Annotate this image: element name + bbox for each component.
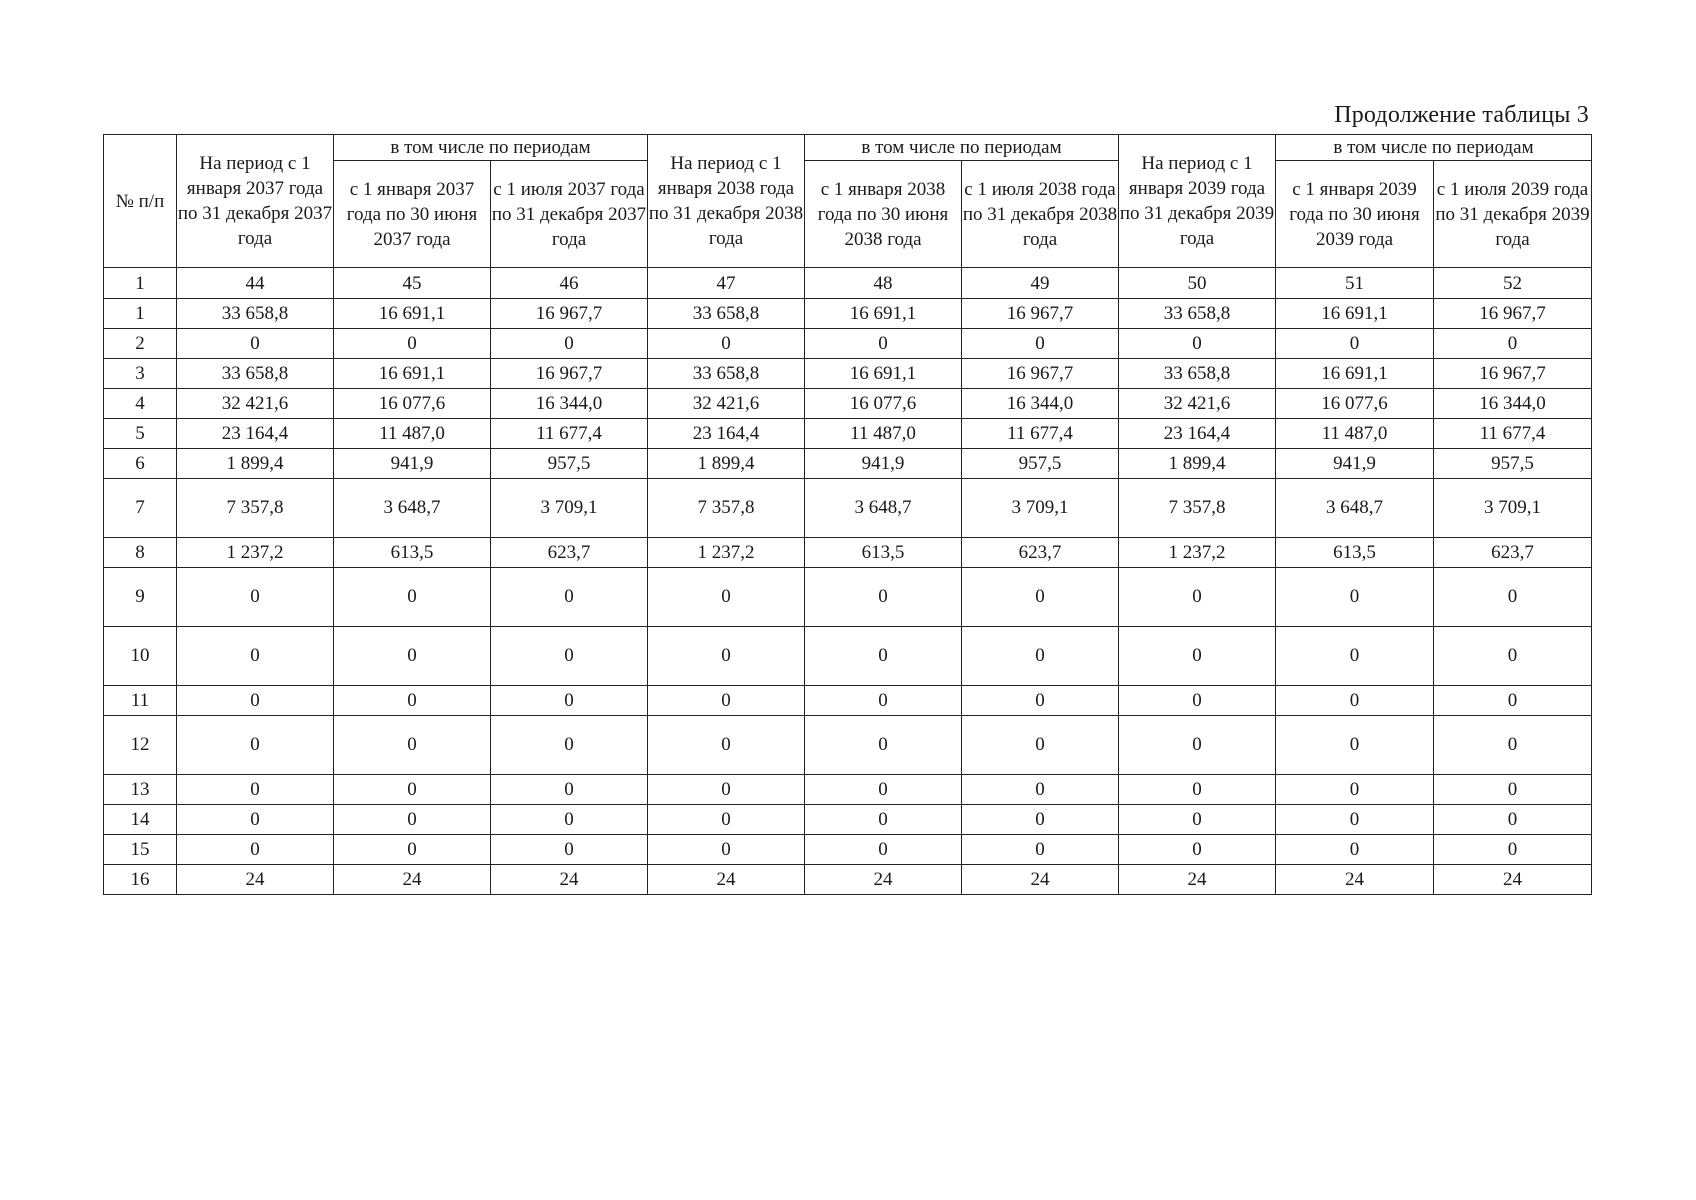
table-cell: 0 [962, 627, 1119, 686]
header-subgroup-2037: в том числе по периодам [334, 135, 648, 161]
table-row [104, 449, 1592, 479]
table-cell: 24 [1119, 865, 1276, 895]
table-cell: 0 [177, 716, 334, 775]
row-number: 14 [104, 805, 177, 835]
table-cell: 0 [805, 775, 962, 805]
table-cell: 1 899,4 [648, 449, 805, 479]
table-cell: 1 237,2 [1119, 538, 1276, 568]
table-cell: 0 [491, 686, 648, 716]
table-cell: 3 709,1 [1434, 479, 1592, 538]
table-cell: 1 899,4 [177, 449, 334, 479]
table-cell: 16 077,6 [805, 389, 962, 419]
table-cell: 3 648,7 [334, 479, 491, 538]
table-cell: 3 648,7 [1276, 479, 1434, 538]
table-cell: 0 [1434, 775, 1592, 805]
table-cell: 0 [1276, 716, 1434, 775]
table-cell: 11 487,0 [805, 419, 962, 449]
table-cell: 24 [177, 865, 334, 895]
header-half1-2039: с 1 января 2039 года по 30 июня 2039 года [1276, 161, 1434, 268]
header-half2-2037: с 1 июля 2037 года по 31 декабря 2037 года [491, 161, 648, 268]
table-cell: 3 709,1 [491, 479, 648, 538]
table-cell: 11 677,4 [491, 419, 648, 449]
table-cell: 0 [1119, 716, 1276, 775]
table-cell: 0 [177, 686, 334, 716]
table-cell: 23 164,4 [648, 419, 805, 449]
table-cell: 0 [648, 627, 805, 686]
column-number: 1 [104, 268, 177, 299]
table-cell: 33 658,8 [1119, 299, 1276, 329]
table-cell: 24 [1276, 865, 1434, 895]
header-subgroup-2039: в том числе по периодам [1276, 135, 1592, 161]
table-cell: 0 [177, 627, 334, 686]
table-cell: 7 357,8 [1119, 479, 1276, 538]
table-row [104, 686, 1592, 716]
table-cell: 0 [334, 775, 491, 805]
table-cell: 23 164,4 [1119, 419, 1276, 449]
table-cell: 0 [491, 329, 648, 359]
column-number: 49 [962, 268, 1119, 299]
table-cell: 11 677,4 [962, 419, 1119, 449]
table-cell: 33 658,8 [648, 299, 805, 329]
table-cell: 1 899,4 [1119, 449, 1276, 479]
row-number: 15 [104, 835, 177, 865]
table-cell: 24 [334, 865, 491, 895]
table-cell: 0 [962, 835, 1119, 865]
table-cell: 941,9 [334, 449, 491, 479]
table-cell: 0 [805, 329, 962, 359]
table-cell: 16 691,1 [334, 359, 491, 389]
header-half1-2038: с 1 января 2038 года по 30 июня 2038 года [805, 161, 962, 268]
header-half2-2038: с 1 июля 2038 года по 31 декабря 2038 года [962, 161, 1119, 268]
table-cell: 0 [491, 627, 648, 686]
table-cell: 0 [1119, 686, 1276, 716]
table-cell: 613,5 [334, 538, 491, 568]
table-cell: 16 691,1 [805, 359, 962, 389]
column-number: 48 [805, 268, 962, 299]
row-number: 6 [104, 449, 177, 479]
row-number: 12 [104, 716, 177, 775]
table-row [104, 716, 1592, 775]
table-cell: 0 [1276, 686, 1434, 716]
table-cell: 0 [334, 568, 491, 627]
table-cell: 0 [1119, 568, 1276, 627]
table-cell: 16 967,7 [491, 359, 648, 389]
table-cell: 16 691,1 [1276, 299, 1434, 329]
table-cell: 0 [805, 805, 962, 835]
table-cell: 16 967,7 [1434, 359, 1592, 389]
table-row [104, 805, 1592, 835]
header-subgroup-2038: в том числе по периодам [805, 135, 1119, 161]
table-cell: 1 237,2 [177, 538, 334, 568]
column-number-row [104, 268, 1592, 299]
row-number: 13 [104, 775, 177, 805]
table-cell: 0 [491, 568, 648, 627]
header-period-2039: На период с 1 января 2039 года по 31 декабря 2039 года [1119, 135, 1276, 268]
table-cell: 16 691,1 [334, 299, 491, 329]
table-cell: 0 [1434, 568, 1592, 627]
column-number: 46 [491, 268, 648, 299]
table-row [104, 568, 1592, 627]
table-cell: 0 [648, 716, 805, 775]
table-cell: 957,5 [962, 449, 1119, 479]
table-cell: 0 [648, 568, 805, 627]
table-cell: 0 [491, 775, 648, 805]
table-cell: 33 658,8 [1119, 359, 1276, 389]
table-cell: 0 [1119, 627, 1276, 686]
table-cell: 0 [177, 835, 334, 865]
table-row [104, 865, 1592, 895]
table-row [104, 329, 1592, 359]
table-row [104, 359, 1592, 389]
row-number: 3 [104, 359, 177, 389]
table-cell: 0 [962, 775, 1119, 805]
table-cell: 623,7 [1434, 538, 1592, 568]
table-cell: 0 [1434, 716, 1592, 775]
table-row [104, 419, 1592, 449]
column-number: 44 [177, 268, 334, 299]
table-cell: 11 487,0 [1276, 419, 1434, 449]
table-cell: 0 [1276, 627, 1434, 686]
table-cell: 24 [1434, 865, 1592, 895]
table-cell: 0 [1434, 835, 1592, 865]
header-num: № п/п [104, 135, 177, 268]
table-cell: 0 [648, 835, 805, 865]
table-row [104, 299, 1592, 329]
table-header [104, 135, 1592, 299]
table-cell: 0 [491, 805, 648, 835]
data-table [103, 134, 1592, 895]
table-cell: 623,7 [962, 538, 1119, 568]
row-number: 1 [104, 299, 177, 329]
table-cell: 0 [1119, 835, 1276, 865]
table-cell: 0 [334, 686, 491, 716]
table-cell: 0 [805, 835, 962, 865]
table-cell: 0 [177, 805, 334, 835]
table-cell: 0 [648, 775, 805, 805]
header-period-2037: На период с 1 января 2037 года по 31 декабря 2037 года [177, 135, 334, 268]
table-cell: 33 658,8 [177, 299, 334, 329]
table-cell: 16 967,7 [962, 359, 1119, 389]
table-cell: 0 [334, 835, 491, 865]
row-number: 9 [104, 568, 177, 627]
row-number: 5 [104, 419, 177, 449]
table-cell: 0 [177, 775, 334, 805]
table-cell: 613,5 [1276, 538, 1434, 568]
table-cell: 7 357,8 [648, 479, 805, 538]
table-cell: 0 [334, 627, 491, 686]
table-cell: 0 [1434, 805, 1592, 835]
column-number: 51 [1276, 268, 1434, 299]
table-cell: 0 [805, 627, 962, 686]
row-number: 2 [104, 329, 177, 359]
table-cell: 16 344,0 [1434, 389, 1592, 419]
table-cell: 941,9 [1276, 449, 1434, 479]
table-cell: 0 [648, 686, 805, 716]
table-cell: 1 237,2 [648, 538, 805, 568]
table-cell: 24 [648, 865, 805, 895]
table-cell: 0 [648, 805, 805, 835]
table-cell: 11 677,4 [1434, 419, 1592, 449]
table-cell: 0 [1276, 329, 1434, 359]
table-row [104, 479, 1592, 538]
table-row [104, 835, 1592, 865]
column-number: 52 [1434, 268, 1592, 299]
column-number: 50 [1119, 268, 1276, 299]
table-cell: 16 967,7 [491, 299, 648, 329]
table-cell: 0 [962, 716, 1119, 775]
table-cell: 3 709,1 [962, 479, 1119, 538]
table-cell: 0 [1276, 805, 1434, 835]
table-cell: 32 421,6 [1119, 389, 1276, 419]
table-cell: 0 [962, 568, 1119, 627]
row-number: 16 [104, 865, 177, 895]
table-cell: 0 [491, 835, 648, 865]
table-cell: 32 421,6 [648, 389, 805, 419]
table-cell: 941,9 [805, 449, 962, 479]
row-number: 4 [104, 389, 177, 419]
table-cell: 0 [1276, 835, 1434, 865]
table-cell: 0 [805, 568, 962, 627]
table-cell: 623,7 [491, 538, 648, 568]
table-cell: 24 [805, 865, 962, 895]
table-cell: 0 [962, 686, 1119, 716]
column-number: 45 [334, 268, 491, 299]
table-row [104, 389, 1592, 419]
table-cell: 16 077,6 [1276, 389, 1434, 419]
table-cell: 0 [1276, 568, 1434, 627]
table-cell: 957,5 [1434, 449, 1592, 479]
table-cell: 0 [805, 686, 962, 716]
table-cell: 16 967,7 [962, 299, 1119, 329]
table-cell: 0 [1434, 686, 1592, 716]
table-cell: 16 691,1 [805, 299, 962, 329]
table-cell: 16 077,6 [334, 389, 491, 419]
table-row [104, 538, 1592, 568]
header-period-2038: На период с 1 января 2038 года по 31 декабря 2038 года [648, 135, 805, 268]
table-cell: 0 [962, 805, 1119, 835]
row-number: 8 [104, 538, 177, 568]
table-cell: 0 [491, 716, 648, 775]
header-half2-2039: с 1 июля 2039 года по 31 декабря 2039 года [1434, 161, 1592, 268]
table-cell: 0 [334, 716, 491, 775]
table-cell: 0 [1119, 329, 1276, 359]
table-cell: 23 164,4 [177, 419, 334, 449]
table-cell: 11 487,0 [334, 419, 491, 449]
table-caption: Продолжение таблицы 3 [1334, 102, 1589, 128]
table-row [104, 775, 1592, 805]
table-cell: 0 [805, 716, 962, 775]
table-cell: 16 344,0 [491, 389, 648, 419]
row-number: 7 [104, 479, 177, 538]
table-cell: 33 658,8 [177, 359, 334, 389]
table-cell: 24 [491, 865, 648, 895]
table-cell: 0 [962, 329, 1119, 359]
header-half1-2037: с 1 января 2037 года по 30 июня 2037 года [334, 161, 491, 268]
table-cell: 613,5 [805, 538, 962, 568]
table-cell: 0 [177, 329, 334, 359]
table-cell: 16 967,7 [1434, 299, 1592, 329]
table-cell: 0 [1119, 805, 1276, 835]
table-cell: 0 [1434, 627, 1592, 686]
table-cell: 33 658,8 [648, 359, 805, 389]
table-cell: 0 [177, 568, 334, 627]
column-number: 47 [648, 268, 805, 299]
table-cell: 3 648,7 [805, 479, 962, 538]
table-cell: 32 421,6 [177, 389, 334, 419]
table-cell: 16 691,1 [1276, 359, 1434, 389]
table-cell: 957,5 [491, 449, 648, 479]
table-cell: 0 [334, 329, 491, 359]
table-row [104, 627, 1592, 686]
table-cell: 0 [1434, 329, 1592, 359]
table-cell: 16 344,0 [962, 389, 1119, 419]
table-cell: 0 [1119, 775, 1276, 805]
table-cell: 24 [962, 865, 1119, 895]
table-cell: 0 [1276, 775, 1434, 805]
table-cell: 0 [334, 805, 491, 835]
table-cell: 0 [648, 329, 805, 359]
row-number: 10 [104, 627, 177, 686]
table-cell: 7 357,8 [177, 479, 334, 538]
row-number: 11 [104, 686, 177, 716]
table-body [104, 299, 1592, 895]
